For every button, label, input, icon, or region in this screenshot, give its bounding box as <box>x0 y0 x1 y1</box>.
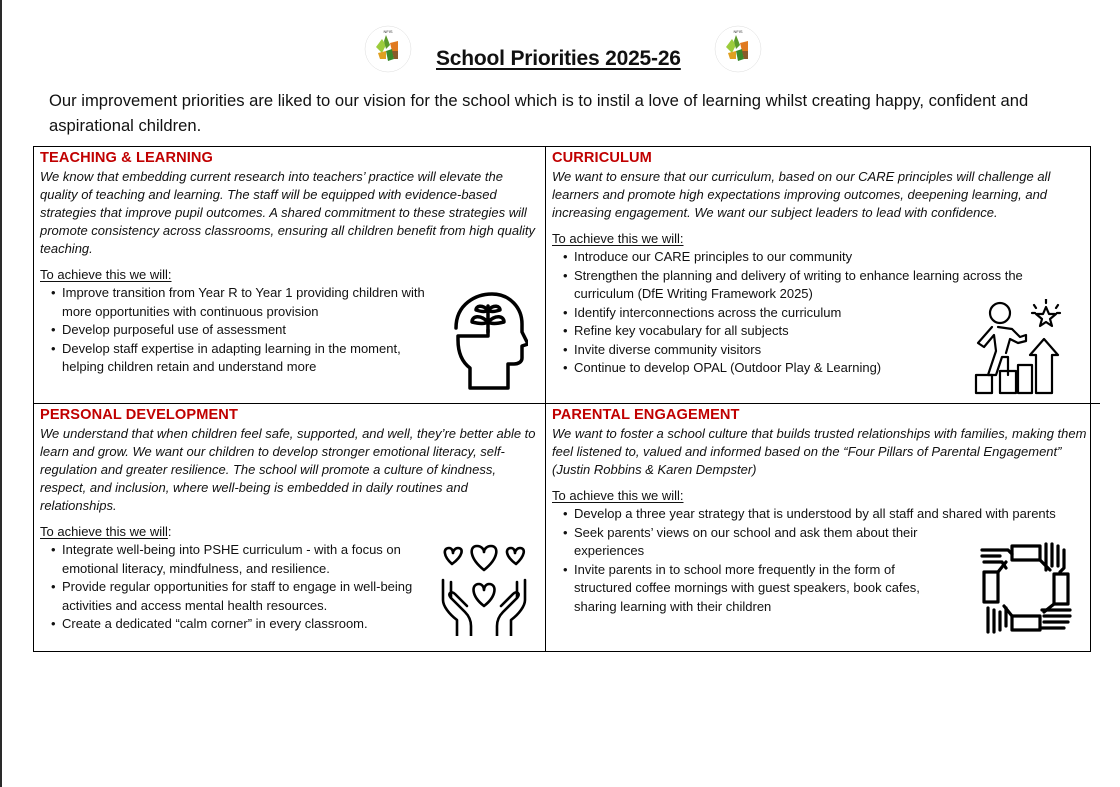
section-heading: PARENTAL ENGAGEMENT <box>552 407 740 423</box>
head-plant-icon <box>452 292 528 392</box>
list-item: • Identify interconnections across the curriculum <box>574 304 1064 323</box>
list-item: • Invite parents in to school more frequently in the form of structured coffee mornings with guest speakers, book cafes, sharing learning with their children <box>574 561 924 617</box>
section-curriculum <box>546 147 1100 404</box>
section-parental-engagement <box>546 404 1100 651</box>
list-item: • Provide regular opportunities for staff to engage in well-being activities and access mental health resources. <box>62 578 432 615</box>
page-edge <box>0 0 2 787</box>
joined-hands-icon <box>978 540 1074 636</box>
school-logo <box>364 25 412 73</box>
svg-text:NFIS: NFIS <box>733 29 743 34</box>
achieve-label: To achieve this we will: <box>552 488 684 503</box>
achieve-label <box>40 523 539 541</box>
list-item: • Develop a three year strategy that is understood by all staff and shared with parents <box>574 505 1094 524</box>
achieve-label: To achieve this we will: <box>552 231 684 246</box>
list-item: • Continue to develop OPAL (Outdoor Play & Learning) <box>574 359 1064 378</box>
list-item: • Improve transition from Year R to Year 1 providing children with more opportunities with continuous provision <box>62 284 432 321</box>
list-item: • Seek parents’ views on our school and ask them about their experiences <box>574 524 924 561</box>
bullet-list <box>40 541 432 634</box>
page-title: School Priorities 2025-26 <box>436 47 681 70</box>
list-item: • Invite diverse community visitors <box>574 341 1064 360</box>
achieve-label: To achieve this we will: <box>40 267 172 282</box>
intro-text: Our improvement priorities are liked to our vision for the school which is to instil a love of learning whilst creating happy, confident and aspirational children. <box>49 91 1029 135</box>
list-item: • Develop staff expertise in adapting learning in the moment, helping children retain and understand more <box>62 340 432 377</box>
achieve-label-text: To achieve this we will <box>40 524 168 539</box>
hands-hearts-icon <box>437 544 531 636</box>
section-teaching-learning <box>34 147 546 404</box>
bullet-list <box>40 284 432 377</box>
list-item: • Strengthen the planning and delivery of writing to enhance learning across the curriculum (DfE Writing Framework 2025) <box>574 267 1064 304</box>
section-heading: TEACHING & LEARNING <box>40 150 213 166</box>
section-description: We want to foster a school culture that builds trusted relationships with families, making them feel listened to, valued and informed based on the “Four Pillars of Parental Engagement” (Justin Robbins & Karen Dempster) <box>552 426 1087 477</box>
section-description: We understand that when children feel safe, supported, and well, they’re better able to learn and grow. We want our children to develop stronger emotional literacy, self-regulation and greater resilience. The school will promote a culture of kindness, respect, and inclusion, where well-being is embedded in daily routines and relationships. <box>40 426 536 513</box>
section-description: We know that embedding current research into teachers’ practice will elevate the quality of teaching and learning. The staff will be equipped with evidence-based strategies that improve pupil outcomes. A shared commitment to these strategies will promote consistency across classrooms, ensuring all children benefit from high quality teaching. <box>40 169 535 256</box>
list-item: • Create a dedicated “calm corner” in every classroom. <box>62 615 432 634</box>
section-heading: CURRICULUM <box>552 150 652 166</box>
priorities-table <box>33 146 1091 652</box>
list-item: • Integrate well-being into PSHE curriculum - with a focus on emotional literacy, mindfulness, and resilience. <box>62 541 432 578</box>
section-heading: PERSONAL DEVELOPMENT <box>40 407 238 423</box>
list-item: • Develop purposeful use of assessment <box>62 321 432 340</box>
school-logo <box>714 25 762 73</box>
list-item: • Refine key vocabulary for all subjects <box>574 322 1064 341</box>
climbing-steps-star-icon <box>966 299 1062 395</box>
page-header <box>0 22 1120 82</box>
section-personal-development <box>34 404 546 651</box>
achieve-label-colon: : <box>167 524 172 539</box>
list-item: • Introduce our CARE principles to our community <box>574 248 1064 267</box>
section-description: We want to ensure that our curriculum, based on our CARE principles will challenge all learners and promote high expectations improving outcomes, deepening learning, and increasing engagement. We want our subject leaders to lead with confidence. <box>552 169 1051 220</box>
svg-text:NFIS: NFIS <box>383 29 393 34</box>
